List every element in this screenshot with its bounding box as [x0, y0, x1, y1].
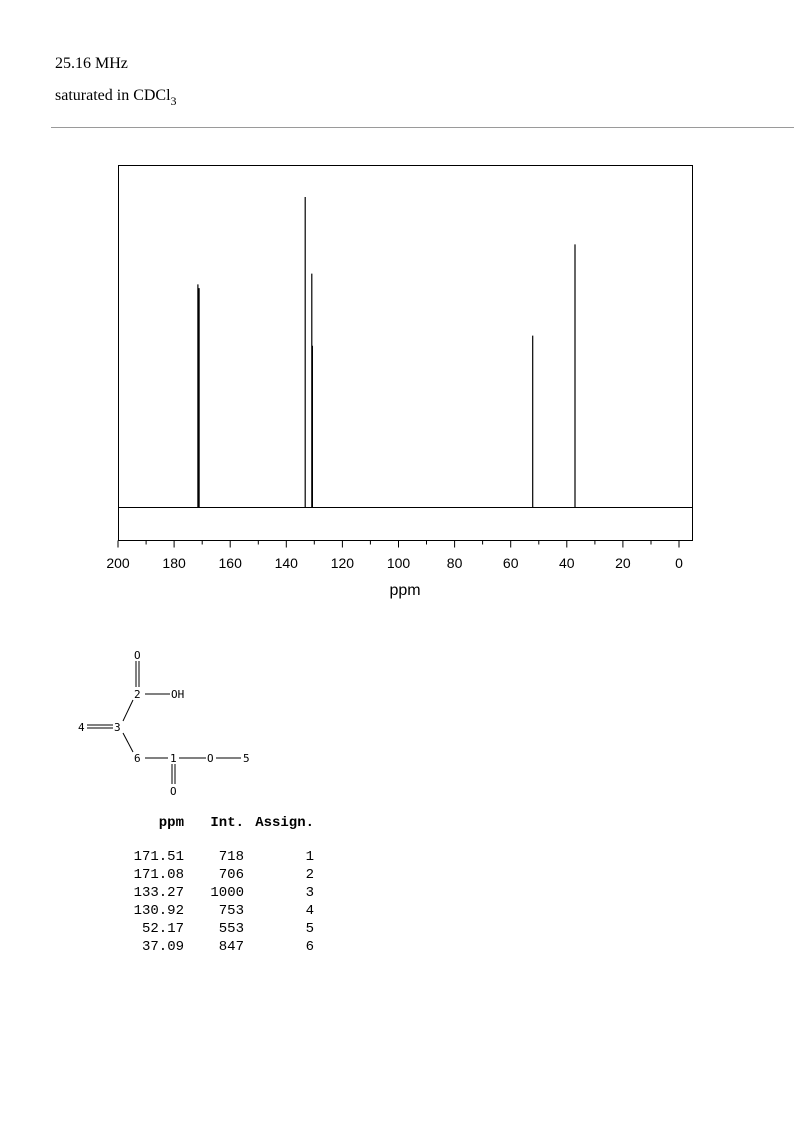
- x-tick-label: 0: [675, 555, 683, 571]
- cell-int: 1000: [210, 885, 244, 901]
- cell-int: 718: [218, 849, 244, 865]
- cell-ppm: 52.17: [141, 921, 184, 937]
- atom-C4: 4: [78, 721, 85, 734]
- atom-C6: 6: [134, 752, 141, 765]
- table-spacer: [110, 832, 314, 848]
- atom-C3: 3: [114, 721, 121, 734]
- cell-assign: 6: [305, 939, 314, 955]
- table-row: [110, 920, 314, 938]
- x-tick-label: 80: [446, 555, 463, 571]
- cell-int: 553: [218, 921, 244, 937]
- table-row: [110, 902, 314, 920]
- table-header-row: [110, 814, 314, 832]
- x-tick-label: 100: [386, 555, 411, 571]
- cell-ppm: 130.92: [133, 903, 184, 919]
- atom-C2: 2: [134, 688, 141, 701]
- table-row: [110, 938, 314, 956]
- header-assign: Assign.: [255, 815, 314, 831]
- solvent-text: saturated in CDCl: [55, 87, 171, 104]
- table-row: [110, 884, 314, 902]
- bond-c3-c6: [123, 733, 133, 752]
- atom-O-ester: O: [207, 752, 214, 765]
- atom-OH: OH: [171, 688, 185, 701]
- cell-assign: 5: [305, 921, 314, 937]
- table-row: [110, 848, 314, 866]
- cell-ppm: 171.08: [133, 867, 184, 883]
- atom-C5: 5: [243, 752, 250, 765]
- atom-C1: 1: [170, 752, 177, 765]
- cell-ppm: 133.27: [133, 885, 184, 901]
- x-tick-label: 120: [330, 555, 355, 571]
- bond-c2-c3: [123, 700, 133, 721]
- cell-ppm: 171.51: [133, 849, 184, 865]
- cell-assign: 2: [305, 867, 314, 883]
- cell-ppm: 37.09: [141, 939, 184, 955]
- x-tick-label: 60: [502, 555, 519, 571]
- x-tick-label: 160: [218, 555, 242, 571]
- atom-O-bottom: O: [170, 785, 177, 798]
- cell-int: 706: [218, 867, 244, 883]
- cell-int: 753: [218, 903, 244, 919]
- spectrometer-frequency: 25.16 MHz: [55, 55, 128, 72]
- cell-assign: 4: [305, 903, 314, 919]
- x-axis-label: ppm: [389, 582, 421, 599]
- peak-assignment-table: [110, 814, 314, 956]
- x-tick-label: 200: [106, 555, 130, 571]
- x-tick-label: 180: [162, 555, 186, 571]
- solvent-subscript: 3: [170, 94, 177, 108]
- x-tick-label: 40: [559, 555, 575, 571]
- cell-assign: 1: [305, 849, 314, 865]
- x-tick-label: 20: [615, 555, 631, 571]
- cell-int: 847: [218, 939, 244, 955]
- x-tick-label: 140: [274, 555, 298, 571]
- cell-assign: 3: [305, 885, 314, 901]
- table-row: [110, 866, 314, 884]
- header-int: Int.: [210, 815, 244, 831]
- atom-O-top: O: [134, 649, 141, 662]
- header-ppm: ppm: [158, 815, 184, 831]
